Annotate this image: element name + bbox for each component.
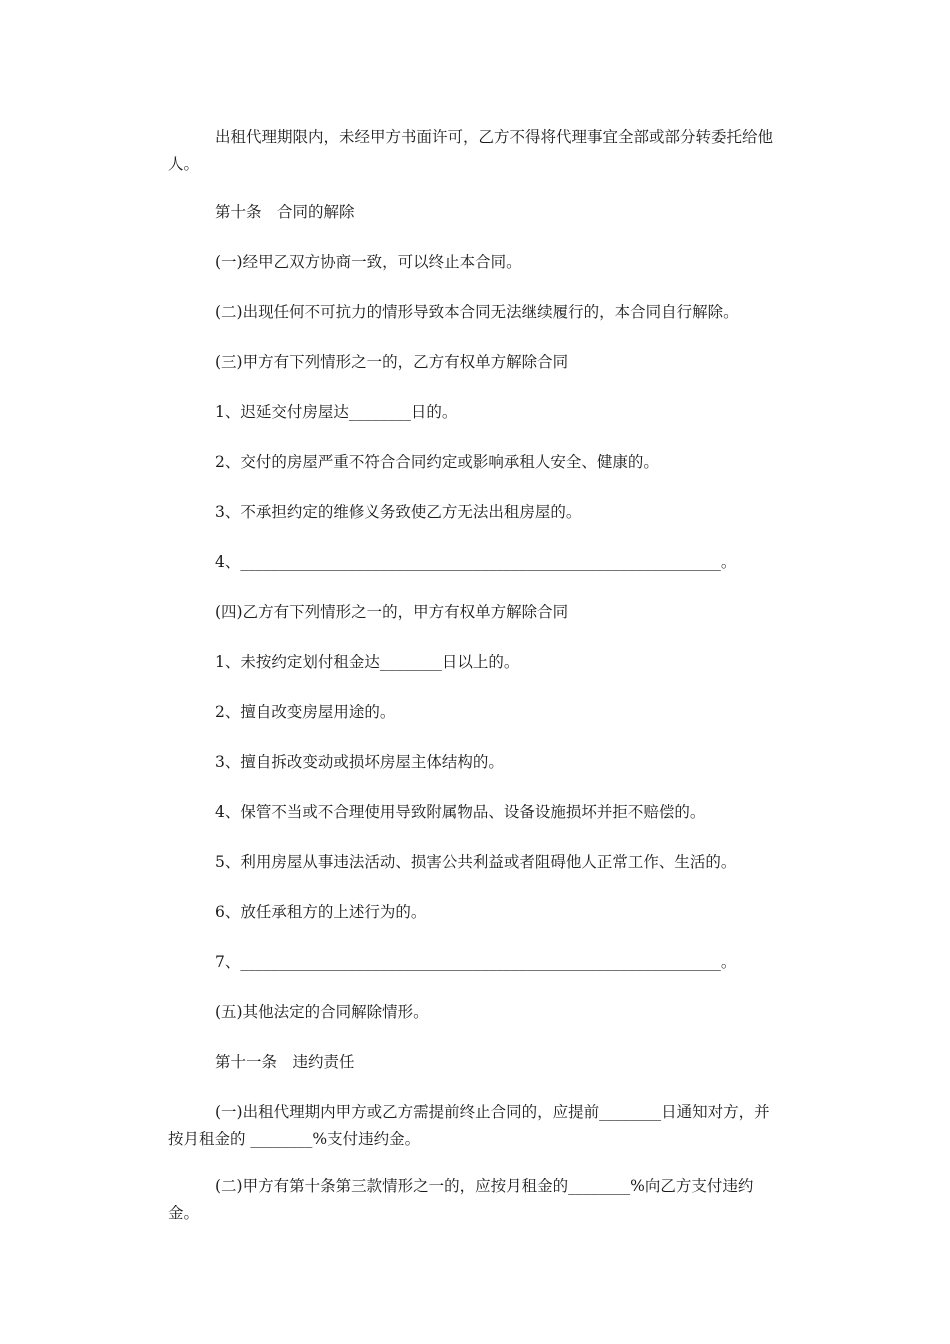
heading-article-11: 第十一条 违约责任 bbox=[215, 1053, 355, 1071]
paragraph-10-2: (二)出现任何不可抗力的情形导致本合同无法继续履行的，本合同自行解除。 bbox=[215, 303, 739, 321]
list-item-10-3-2: 2、交付的房屋严重不符合合同约定或影响承租人安全、健康的。 bbox=[215, 453, 659, 471]
heading-article-10: 第十条 合同的解除 bbox=[215, 203, 355, 221]
list-item-10-4-4: 4、保管不当或不合理使用导致附属物品、设备设施损坏并拒不赔偿的。 bbox=[215, 803, 706, 821]
list-item-10-3-4: 4、______________________________________________________________。 bbox=[215, 553, 737, 571]
list-item-10-3-3: 3、不承担约定的维修义务致使乙方无法出租房屋的。 bbox=[215, 503, 582, 521]
list-item-10-3-1: 1、迟延交付房屋达________日的。 bbox=[215, 403, 458, 421]
paragraph-subcontract-restriction: 出租代理期限内，未经甲方书面许可，乙方不得将代理事宜全部或部分转委托给他人。 bbox=[168, 128, 774, 173]
list-item-10-4-2: 2、擅自改变房屋用途的。 bbox=[215, 703, 396, 721]
list-item-10-4-7: 7、______________________________________________________________。 bbox=[215, 953, 737, 971]
paragraph-11-2: (二)甲方有第十条第三款情形之一的，应按月租金的________%向乙方支付违约金。 bbox=[168, 1177, 754, 1222]
list-item-10-4-3: 3、擅自拆改变动或损坏房屋主体结构的。 bbox=[215, 753, 504, 771]
list-item-10-4-6: 6、放任承租方的上述行为的。 bbox=[215, 903, 427, 921]
paragraph-10-5: (五)其他法定的合同解除情形。 bbox=[215, 1003, 429, 1021]
list-item-10-4-1: 1、未按约定划付租金达________日以上的。 bbox=[215, 653, 520, 671]
paragraph-10-3: (三)甲方有下列情形之一的，乙方有权单方解除合同 bbox=[215, 353, 569, 371]
paragraph-10-4: (四)乙方有下列情形之一的，甲方有权单方解除合同 bbox=[215, 603, 569, 621]
list-item-10-4-5: 5、利用房屋从事违法活动、损害公共利益或者阻碍他人正常工作、生活的。 bbox=[215, 853, 737, 871]
paragraph-11-1: (一)出租代理期内甲方或乙方需提前终止合同的，应提前________日通知对方，并按月租金的 ________%支付违约金。 bbox=[168, 1103, 770, 1148]
paragraph-10-1: (一)经甲乙双方协商一致，可以终止本合同。 bbox=[215, 253, 522, 271]
